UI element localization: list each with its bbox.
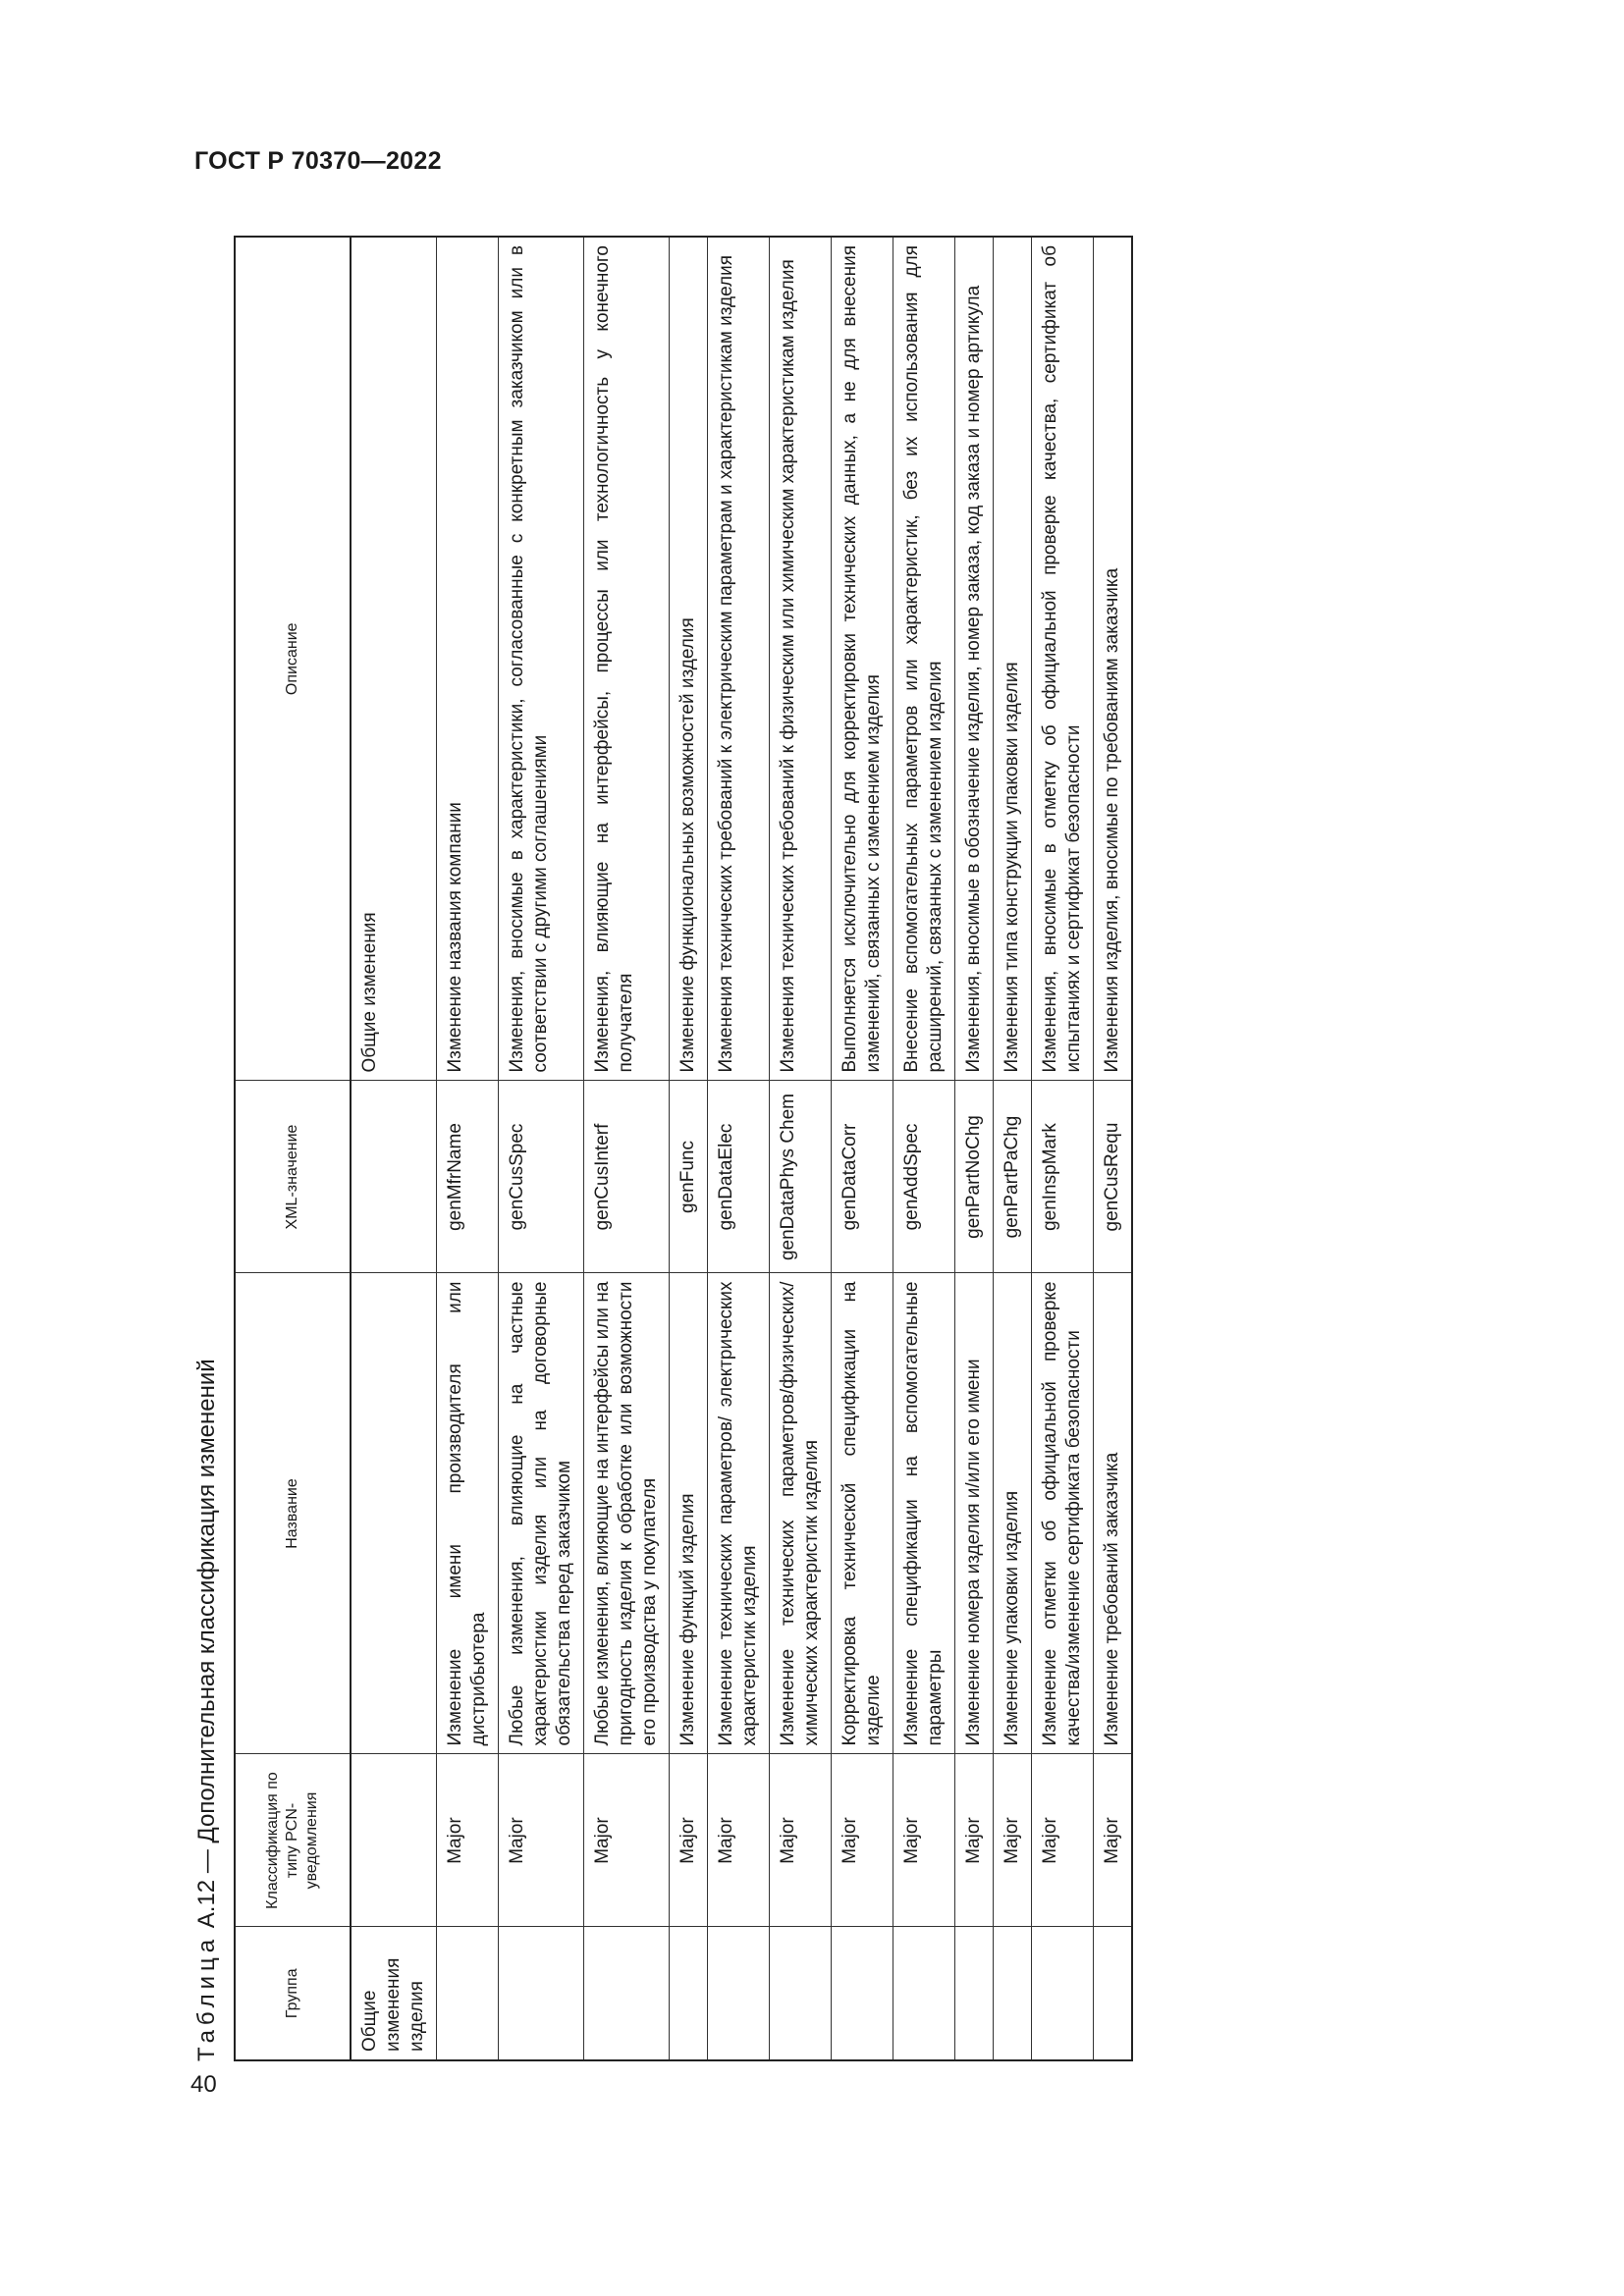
cell-group	[770, 1927, 832, 2060]
cell-xml: genInspMark	[1032, 1081, 1094, 1273]
cell-description: Изменения, влияющие на интерфейсы, процессы или технологичность у конечного получателя	[584, 237, 670, 1081]
table-body	[351, 237, 1132, 2060]
cell-group	[893, 1927, 955, 2060]
table-row	[994, 237, 1032, 2060]
cell-group: Общие изменения изделия	[351, 1927, 437, 2060]
cell-xml: genDataCorr	[832, 1081, 893, 1273]
cell-name: Изменение упаковки изделия	[994, 1273, 1032, 1754]
cell-description: Общие изменения	[351, 237, 437, 1081]
cell-description: Изменения типа конструкции упаковки изделия	[994, 237, 1032, 1081]
cell-group	[994, 1927, 1032, 2060]
cell-group	[955, 1927, 994, 2060]
cell-name	[351, 1273, 437, 1754]
cell-xml: genCusRequ	[1094, 1081, 1133, 1273]
table-row	[1094, 237, 1133, 2060]
cell-xml	[351, 1081, 437, 1273]
document-header: ГОСТ Р 70370—2022	[194, 147, 442, 175]
cell-name: Изменение имени производителя или дистрибьютера	[437, 1273, 499, 1754]
cell-classification: Major	[670, 1754, 708, 1927]
cell-group	[670, 1927, 708, 2060]
cell-group	[437, 1927, 499, 2060]
cell-name: Любые изменения, влияющие на интерфейсы или на пригодность изделия к обработке или возможности его производства у покупателя	[584, 1273, 670, 1754]
cell-classification: Major	[832, 1754, 893, 1927]
header-classification: Классификация по типу PCN-уведомления	[235, 1754, 351, 1927]
cell-xml: genFunc	[670, 1081, 708, 1273]
table-row	[584, 237, 670, 2060]
cell-classification: Major	[584, 1754, 670, 1927]
cell-description: Изменение функциональных возможностей изделия	[670, 237, 708, 1081]
page-number: 40	[190, 2071, 217, 2098]
cell-description: Изменения, вносимые в обозначение изделия, номер заказа, код заказа и номер артикула	[955, 237, 994, 1081]
cell-name: Изменение отметки об официальной проверке качества/изменение сертификата безопасности	[1032, 1273, 1094, 1754]
cell-name: Изменение технических параметров/физических/химических характеристик изделия	[770, 1273, 832, 1754]
cell-xml: genDataPhys Chem	[770, 1081, 832, 1273]
table-caption	[192, 1359, 222, 2061]
cell-classification: Major	[437, 1754, 499, 1927]
table-caption-prefix: Таблица	[193, 1934, 220, 2061]
cell-xml: genAddSpec	[893, 1081, 955, 1273]
cell-name: Корректировка технической спецификации на изделие	[832, 1273, 893, 1754]
cell-classification: Major	[1032, 1754, 1094, 1927]
cell-classification: Major	[893, 1754, 955, 1927]
header-name: Название	[235, 1273, 351, 1754]
cell-group	[1094, 1927, 1133, 2060]
cell-description: Изменения технических требований к физическим или химическим характеристикам изделия	[770, 237, 832, 1081]
cell-description: Изменения технических требований к электрическим параметрам и характеристикам изделия	[708, 237, 770, 1081]
cell-group	[708, 1927, 770, 2060]
table-row	[351, 237, 437, 2060]
cell-classification	[351, 1754, 437, 1927]
cell-classification: Major	[770, 1754, 832, 1927]
cell-classification: Major	[994, 1754, 1032, 1927]
table-row	[1032, 237, 1094, 2060]
table-row	[955, 237, 994, 2060]
cell-group	[832, 1927, 893, 2060]
table-row	[832, 237, 893, 2060]
cell-name: Изменение спецификации на вспомогательные параметры	[893, 1273, 955, 1754]
cell-xml: genPartNoChg	[955, 1081, 994, 1273]
cell-description: Изменения изделия, вносимые по требованиям заказчика	[1094, 237, 1133, 1081]
cell-description: Внесение вспомогательных параметров или характеристик, без их использования для расширений, связанных с изменением изделия	[893, 237, 955, 1081]
cell-classification: Major	[708, 1754, 770, 1927]
cell-name: Любые изменения, влияющие на частные характеристики изделия или на договорные обязательства перед заказчиком	[499, 1273, 584, 1754]
table-row	[437, 237, 499, 2060]
cell-name: Изменение требований заказчика	[1094, 1273, 1133, 1754]
table-row	[499, 237, 584, 2060]
cell-description: Изменения, вносимые в отметку об официальной проверке качества, сертификат об испытаниях и сертификат безопасности	[1032, 237, 1094, 1081]
header-description: Описание	[235, 237, 351, 1081]
cell-classification: Major	[1094, 1754, 1133, 1927]
cell-xml: genPartPaChg	[994, 1081, 1032, 1273]
cell-xml: genCusInterf	[584, 1081, 670, 1273]
table-row	[708, 237, 770, 2060]
table-row	[893, 237, 955, 2060]
cell-group	[1032, 1927, 1094, 2060]
cell-group	[499, 1927, 584, 2060]
cell-description: Изменение названия компании	[437, 237, 499, 1081]
header-xml: XML-значение	[235, 1081, 351, 1273]
cell-classification: Major	[499, 1754, 584, 1927]
cell-name: Изменение технических параметров/ электрических характеристик изделия	[708, 1273, 770, 1754]
cell-group	[584, 1927, 670, 2060]
cell-name: Изменение функций изделия	[670, 1273, 708, 1754]
cell-xml: genMfrName	[437, 1081, 499, 1273]
cell-name: Изменение номера изделия и/или его имени	[955, 1273, 994, 1754]
cell-description: Изменения, вносимые в характеристики, согласованные с конкретным заказчиком или в соответствии с другими соглашениями	[499, 237, 584, 1081]
table-row	[770, 237, 832, 2060]
classification-table	[234, 236, 1133, 2061]
cell-classification: Major	[955, 1754, 994, 1927]
cell-description: Выполняется исключительно для корректировки технических данных, а не для внесения изменений, связанных с изменением изделия	[832, 237, 893, 1081]
header-group: Группа	[235, 1927, 351, 2060]
cell-xml: genCusSpec	[499, 1081, 584, 1273]
cell-xml: genDataElec	[708, 1081, 770, 1273]
rotated-table-block	[192, 236, 1459, 2061]
table-caption-text: А.12 — Дополнительная классификация изменений	[193, 1359, 220, 1929]
table-header-row	[235, 237, 351, 2060]
table-row	[670, 237, 708, 2060]
